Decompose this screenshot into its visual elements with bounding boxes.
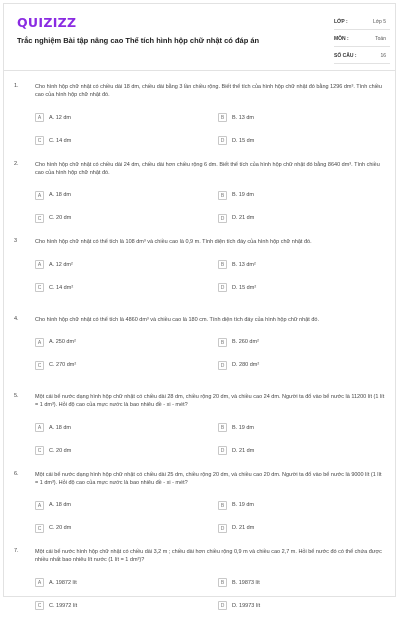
option-letter-box: B [218,191,227,200]
option-text: C. 20 dm [49,447,72,454]
meta-row-grade [334,15,390,30]
option-letter-box: C [35,361,44,370]
question-number: 7. [14,548,19,554]
meta-value: Lớp 5 [372,19,386,25]
option-letter-box: A [35,423,44,432]
question-item [4,393,395,471]
question-text: Cho hình hộp chữ nhật có chiều dài 24 dm, chiều dài hơn chiều rộng 6 dm. Biết thể tích của hình hộp chữ nhật đó bằng 8640 dm³. Tính chiều cao của hình hộp chữ nhật đó. [35,161,380,176]
option-text: D. 280 dm² [232,362,260,368]
option-text: A. 12 dm² [49,261,73,268]
question-item [4,238,395,316]
option-letter-box: C [35,136,44,145]
option-text: D. 21 dm [232,215,255,221]
meta-label: LỚP : [334,19,348,25]
meta-row-question-count [334,49,390,64]
meta-row-subject [334,32,390,47]
option-letter-box: D [218,446,227,455]
option-letter-box: C [35,283,44,292]
option-text: D. 21 dm [232,447,255,454]
option-letter-box: A [35,578,44,587]
question-number: 4. [14,315,19,322]
option-letter-box: B [218,113,227,122]
option-text: A. 19872 lít [49,579,77,586]
option-letter-box: A [35,191,44,200]
option-letter-box: B [218,338,227,347]
option-letter-box: A [35,113,44,122]
question-number: 5. [14,393,19,399]
question-number: 3 [14,238,18,244]
question-item [4,83,395,161]
option-text: A. 18 dm [49,192,72,198]
option-text: A. 250 dm² [49,339,76,345]
option-letter-box: B [218,578,227,587]
option-text: C. 20 dm [49,525,72,531]
option-letter-box: D [218,601,227,610]
option-letter-box: A [35,338,44,347]
question-list [4,83,395,626]
option-text: B. 19 dm [232,192,255,198]
option-text: C. 14 dm² [49,284,74,291]
option-text: B. 19873 lít [232,579,260,586]
meta-info [334,15,390,66]
option-text: C. 20 dm [49,215,72,221]
option-text: B. 19 dm [232,424,255,431]
header-divider [4,70,395,71]
option-text: C. 270 dm² [49,362,77,368]
question-number: 1. [14,83,19,89]
option-letter-box: D [218,361,227,370]
question-item [4,161,395,239]
meta-value: Toán [375,36,386,42]
question-number: 6. [14,470,19,477]
option-text: B. 13 dm² [232,261,256,268]
question-item [4,471,395,549]
option-letter-box: C [35,601,44,610]
option-letter-box: B [218,501,227,510]
question-text: Một cái bể nước dạng hình hộp chữ nhật có chiều dài 25 dm, chiều rộng 20 dm, và chiều cao 20 dm. Người ta đổ vào bể nước là 9000 lít (1 lít = 1 dm³). Hỏi độ cao của mực nước là bao nhiêu đề - xi - mét? [35,471,382,486]
option-text: D. 15 dm [232,137,255,144]
meta-value: 16 [380,53,386,59]
option-text: C. 14 dm [49,137,72,144]
question-text: Một cái bể nước dạng hình hộp chữ nhật có chiều dài 28 dm, chiều rộng 20 dm, và chiều cao 24 dm. Người ta đổ vào bể nước là 11200 lít (1 lít = 1 dm³). Hỏi độ cao của mực nước là bao nhiêu đề - xi - mét? [35,394,385,408]
option-text: B. 260 dm² [232,339,259,345]
option-letter-box: B [218,260,227,269]
question-item [4,548,395,626]
option-letter-box: D [218,283,227,292]
option-letter-box: B [218,423,227,432]
option-text: A. 18 dm [49,424,72,431]
option-letter-box: D [218,136,227,145]
question-text: Cho hình hộp chữ nhật có thể tích là 108 dm³ và chiều cao là 0,9 m. Tính diện tích đáy của hình hộp chữ nhật đó. [35,239,312,245]
option-letter-box: A [35,501,44,510]
meta-label: SỐ CÂU : [334,53,357,59]
option-text: D. 21 dm [232,525,255,531]
option-letter-box: D [218,214,227,223]
option-text: B. 19 dm [232,502,255,508]
option-letter-box: C [35,524,44,533]
question-item [4,316,395,394]
question-text: Cho hình hộp chữ nhật có thể tích là 4860 dm³ và chiều cao là 180 cm. Tính diện tích đáy của hình hộp chữ nhật đó. [35,316,319,323]
option-text: A. 12 dm [49,114,72,121]
option-letter-box: C [35,446,44,455]
option-text: D. 15 dm² [232,284,257,291]
option-letter-box: D [218,524,227,533]
option-text: A. 18 dm [49,502,72,508]
worksheet-header [4,4,395,70]
option-text: B. 13 dm [232,114,255,121]
worksheet-page [3,3,396,609]
option-letter-box: A [35,260,44,269]
question-text: Cho hình hộp chữ nhật có chiều dài 18 dm, chiều dài bằng 3 lần chiều rộng. Biết thể tích của hình hộp chữ nhật đó bằng 1296 dm³. Tính chiều cao của hình hộp chữ nhật đó. [35,84,382,98]
option-text: D. 19973 lít [232,602,261,609]
question-text: Một cái bể nước hình hộp chữ nhật có chiều dài 3,2 m ; chiều dài hơn chiều rộng 0,9 m và chiều cao 2,7 m. Hỏi bể nước đó có thể chứa được nhiều nhất bao nhiêu lít nước (1 lít = 1 dm³)? [35,549,382,563]
question-number: 2. [14,160,19,167]
quizizz-logo: QUIZIZZ [17,15,77,30]
page-title: Trắc nghiệm Bài tập nâng cao Thể tích hình hộp chữ nhật có đáp án [17,36,260,45]
option-letter-box: C [35,214,44,223]
option-text: C. 19972 lít [49,602,78,609]
meta-label: MÔN : [334,36,349,42]
